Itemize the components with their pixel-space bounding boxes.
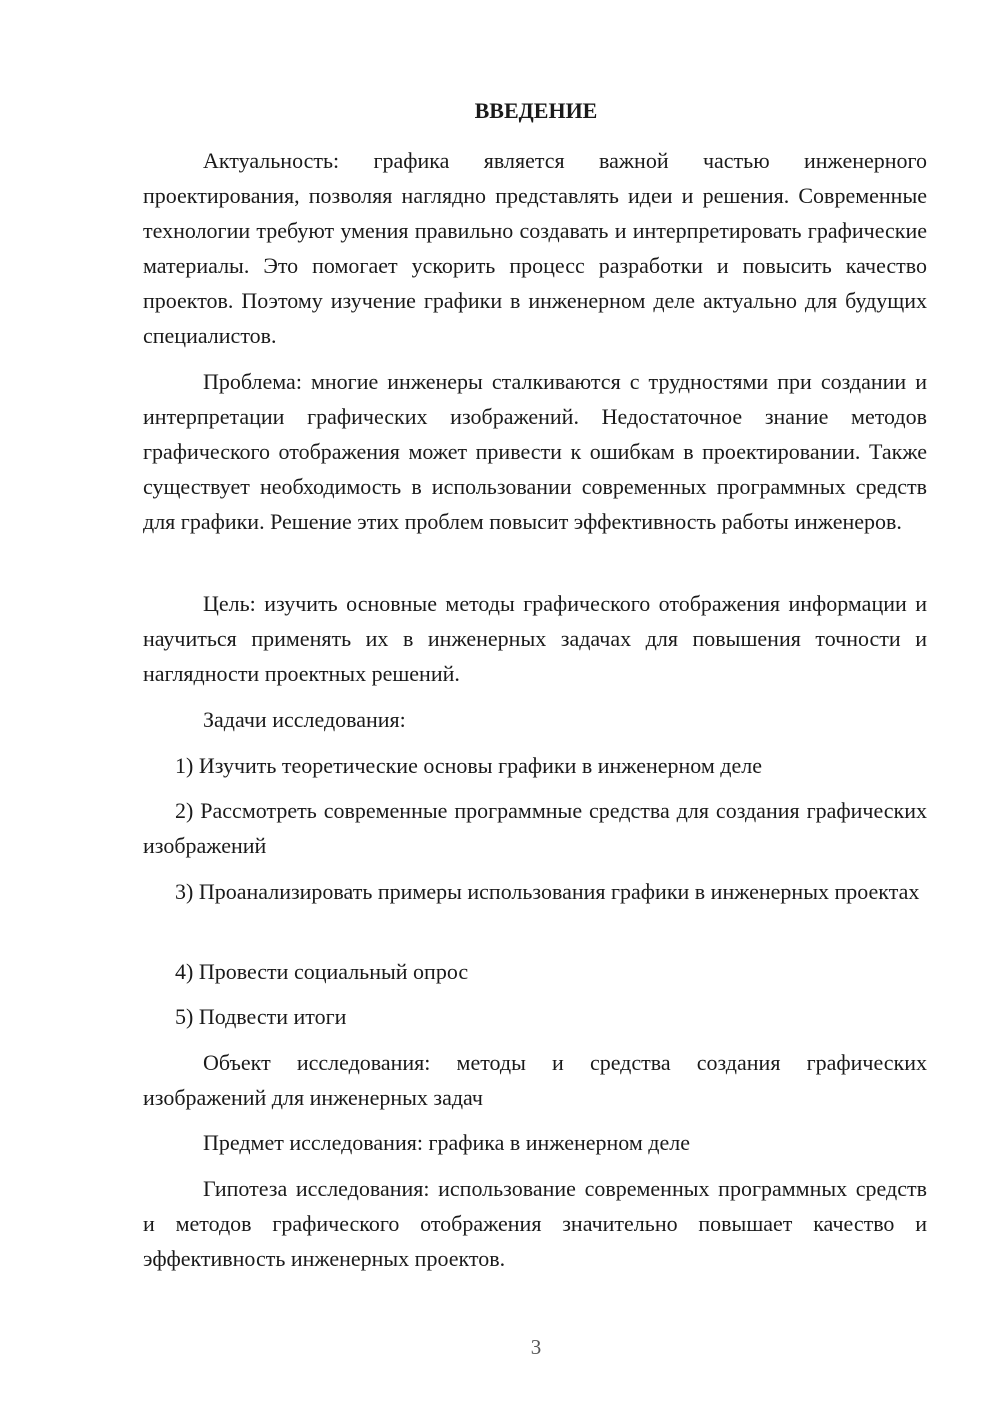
hypothesis-paragraph: Гипотеза исследования: использование современных программных средств и методов графического отображения значительно повышает качество и эффективность инженерных проектов. [143,1176,927,1271]
task-item-3: 3) Проанализировать примеры использования графики в инженерных проектах [175,879,920,904]
task-item-4: 4) Провести социальный опрос [175,959,469,984]
page-number: 3 [530,1335,542,1359]
task-item-5: 5) Подвести итоги [175,1004,347,1029]
problem-paragraph: Проблема: многие инженеры сталкиваются с трудностями при создании и интерпретации графических изображений. Недостаточное знание методов графического отображения может привести к ошибкам в проектировании. Также существует необходимость в использовании современных программных средств для графики. Решение этих проблем повысит эффективность работы инженеров. [143,369,927,534]
task-item-1: 1) Изучить теоретические основы графики в инженерном деле [175,753,762,778]
goal-paragraph: Цель: изучить основные методы графического отображения информации и научиться применять их в инженерных задачах для повышения точности и наглядности проектных решений. [143,591,927,686]
subject-paragraph: Предмет исследования: графика в инженерном деле [203,1130,691,1155]
relevance-paragraph: Актуальность: графика является важной частью инженерного проектирования, позволяя наглядно представлять идеи и решения. Современные технологии требуют умения правильно создавать и интерпретировать графические материалы. Это помогает ускорить процесс разработки и повысить качество проектов. Поэтому изучение графики в инженерном деле актуально для будущих специалистов. [143,148,927,348]
page-title: ВВЕДЕНИЕ [474,98,598,123]
tasks-heading: Задачи исследования: [203,707,406,732]
task-item-2: 2) Рассмотреть современные программные средства для создания графических изображений [143,798,927,858]
object-paragraph: Объект исследования: методы и средства создания графических изображений для инженерных задач [143,1050,927,1110]
